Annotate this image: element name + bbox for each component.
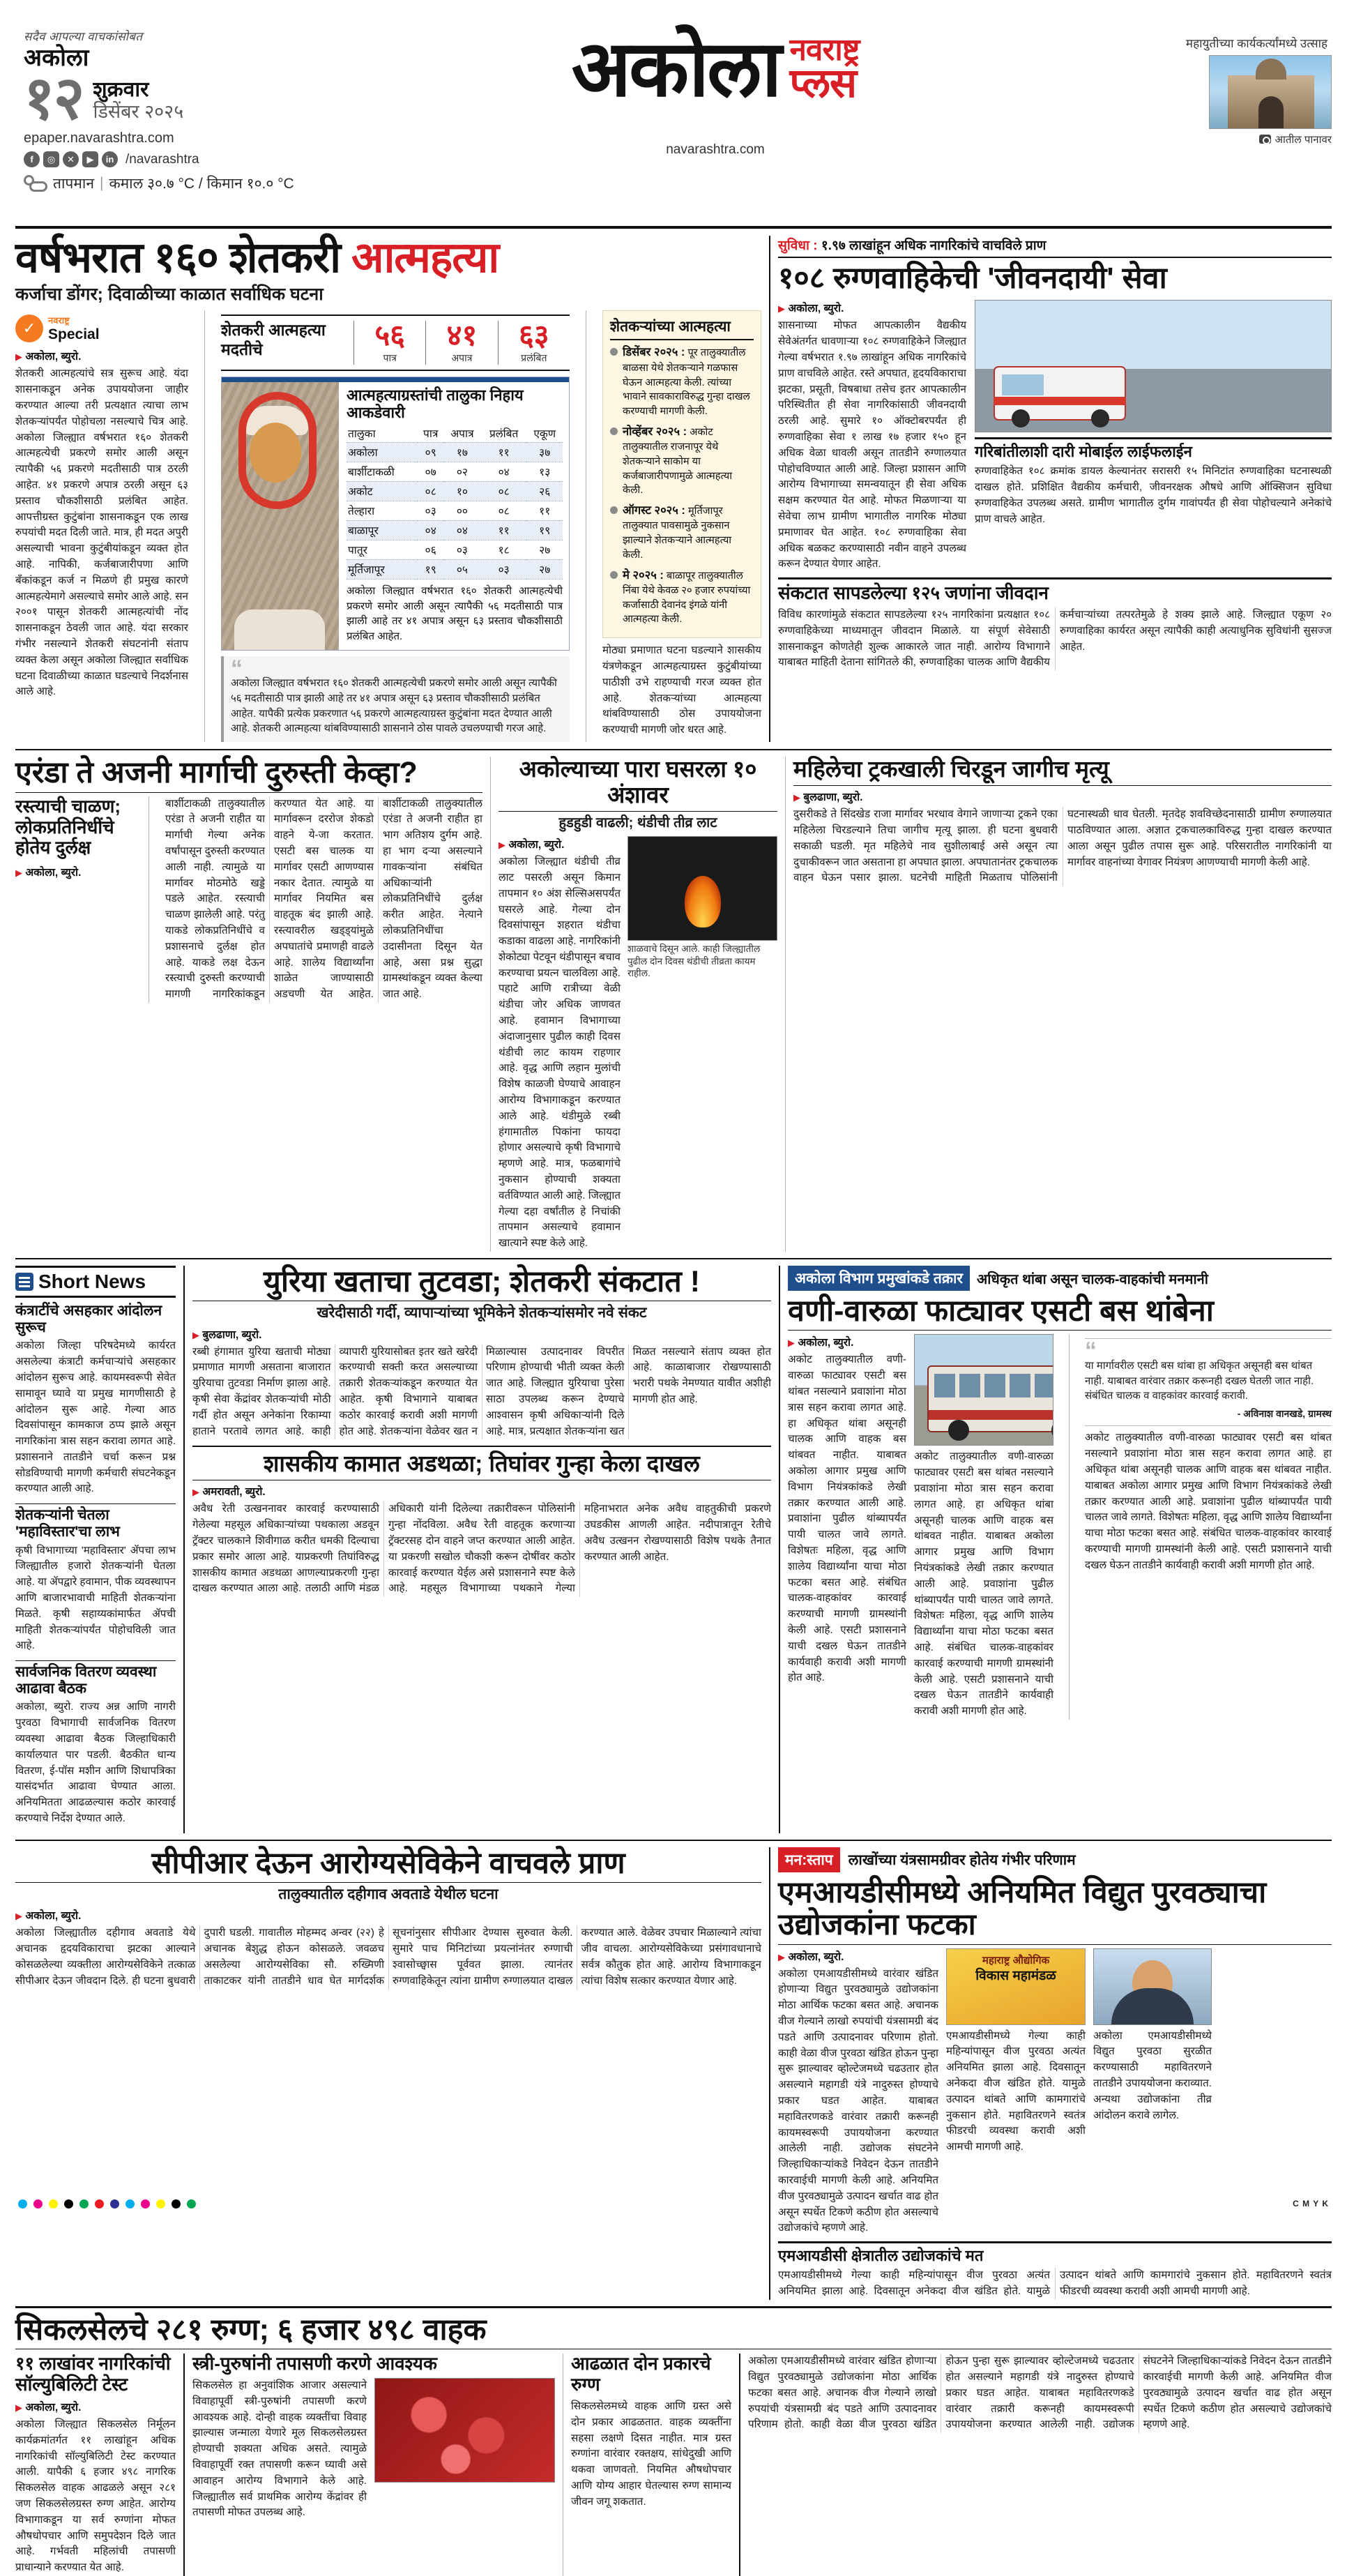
- short-news-text: अकोला जिल्हा परिषदेमध्ये कार्यरत असलेल्या कंत्राटी कर्मचाऱ्यांचे असहकार आंदोलन सुरूच आहे. कायमस्वरूपी सेवेत सामावून घ्यावे या प्रमुख मागणीसाठी हे आंदोलन सुरू आहे. गेल्या आठ दिवसांपासून कामकाज ठप्प झाले असून नागरिकांना त्रास सहन करावा लागत आहे. प्रशासनाने तातडीने चर्चा करून प्रश्न सोडविण्याची मागणी कर्मचारी संघटनेकडून करण्यात आली आहे.: [15, 1340, 176, 1495]
- vani-extra-text: अकोट तालुक्यातील वणी-वारुळा फाट्यावर एसटी बस थांबत नसल्याने प्रवाशांना मोठा त्रास सहन करावा लागत आहे. हा अधिकृत थांबा असूनही चालक आणि वाहक बस थांबवत नाहीत. याबाबत अकोला आगार प्रमुख आणि विभाग नियंत्रकांकडे लेखी तक्रार करण्यात आली आहे. प्रवाशांना पुढील थांब्यापर्यंत पायी चालत जावे लागते. विशेषतः महिला, वृद्ध आणि शालेय विद्यार्थ्यांना याचा मोठा फटका बसत आहे. संबंधित चालक-वाहकांवर कारवाई करण्याची मागणी ग्रामस्थांनी केली आहे. एसटी प्रशासनाने याची दखल घेऊन तातडीने कार्यवाही करावी अशी मागणी होत आहे.: [1085, 1432, 1332, 1571]
- short-news-head: शेतकऱ्यांनी चेतला 'महाविस्तार'चा लाभ: [15, 1507, 120, 1540]
- col-patra: पात्र: [418, 424, 443, 443]
- ambulance-byline: ▶ अकोला, ब्युरो.: [778, 303, 844, 315]
- timeline-item: [610, 344, 754, 418]
- masthead: [15, 13, 1332, 222]
- shaskiya-byline: ▶ अमरावती, ब्युरो.: [192, 1486, 266, 1499]
- cpr-body: अकोला जिल्ह्यातील दहीगाव अवताडे येथे अचानक हृदयविकाराचा झटका आल्याने कोसळलेल्या व्यक्तीला आरोग्यसेविकेने तत्काळ सीपीआर देऊन जीवदान दिले. ही घटना बुधवारी दुपारी घडली. गावातील मोहम्मद अन्वर (२२) हे अचानक बेशुद्ध होऊन कोसळले. जवळच असलेल्या आरोग्यसेविका सौ. रुख्मिणी ताकाटकर यांनी तातडीने धाव घेत मार्गदर्शक सूचनांनुसार सीपीआर देण्यास सुरुवात केली. सुमारे पाच मिनिटांच्या प्रयत्नांनंतर रुग्णाची श्वासोच्छ्वास पूर्ववत झाला. त्यानंतर रुग्णवाहिकेतून त्यांना ग्रामीण रुग्णालयात दाखल करण्यात आले. वेळेवर उपचार मिळाल्याने त्यांचा जीव वाचला. आरोग्यसेविकेच्या प्रसंगावधानाचे सर्वत्र कौतुक होत आहे. आरोग्य विभागाकडून त्यांचा विशेष सत्कार करण्यात येणार आहे.: [15, 1927, 761, 1987]
- timeline-month: मे २०२५ :: [623, 568, 664, 582]
- logo-main-text: अकोला: [571, 25, 780, 112]
- sickle-right: [571, 2354, 731, 2576]
- timeline-panel: [602, 310, 761, 638]
- col-taluka: तालुका: [347, 424, 418, 443]
- table-row: अकोट ०८ १० ०८ २६: [347, 481, 563, 501]
- masthead-month-year: डिसेंबर २०२५: [93, 100, 184, 122]
- stat-value: ६३: [518, 319, 549, 352]
- paara-caption: शाळवाचे दिसून आले. काही जिल्ह्यातील पुढील दोन दिवस थंडीची तीव्रता कायम राहील.: [627, 944, 761, 979]
- ambulance-kicker: [778, 236, 1332, 258]
- ambulance-photo: [975, 300, 1332, 432]
- sickle-right-head: आढळात दोन प्रकारचे रुग्ण: [571, 2353, 711, 2395]
- ambulance-sub-text: रुग्णवाहिकेत १०८ क्रमांक डायल केल्यानंतर सरासरी १५ मिनिटांत रुग्णवाहिका घटनास्थळी दाखल होते. प्रशिक्षित वैद्यकीय कर्मचारी, जीवनरक्षक औषधे आणि ऑक्सिजन सुविधा रुग्णवाहिकेत उपलब्ध असते. ग्रामीण भागातील दुर्गम गावांपर्यंत ही सेवा पोहोचल्याने अनेकांचे प्राण वाचले आहेत.: [975, 465, 1332, 525]
- short-news-text: कृषी विभागाच्या 'महाविस्तार' ॲपचा लाभ जिल्ह्यातील हजारो शेतकऱ्यांनी घेतला आहे. या ॲपद्वारे हवामान, पीक व्यवस्थापन आणि बाजारभावाची माहिती शेतकऱ्यांना मिळते. कृषी सहाय्यकांमार्फत ॲपची माहिती शेतकऱ्यांपर्यंत पोहोचविली जात आहे.: [15, 1544, 176, 1652]
- midc-body-cont: एमआयडीसीमध्ये गेल्या काही महिन्यांपासून वीज पुरवठा अत्यंत अनियमित झाला आहे. दिवसातून अनेकदा वीज खंडित होते. यामुळे उत्पादन थांबते आणि कामगारांचे नुकसान होते. महावितरणने स्वतंत्र फीडरची व्यवस्था करावी अशी आमची मागणी आहे.: [946, 2029, 1086, 2153]
- vani-byline: ▶ अकोला, ब्युरो.: [788, 1337, 854, 1349]
- lead-story: [15, 236, 761, 742]
- reg-dot: [187, 2199, 196, 2208]
- stat-caption: पात्र: [383, 352, 397, 364]
- logo-sub-line1: नवराष्ट्र: [789, 33, 860, 68]
- social-handle: /navarashtra: [125, 151, 199, 167]
- weather-strip: तापमान | कमाल ३०.७ °C / किमान १०.० °C: [24, 174, 308, 193]
- midc-badge: मन:स्ताप: [778, 1847, 840, 1872]
- special-badge: [15, 315, 188, 342]
- masthead-right-caption: महायुतीच्या कार्यकर्त्यांमध्ये उत्साह: [1185, 37, 1327, 50]
- urea-body: रब्बी हंगामात युरिया खताची मोठ्या प्रमाणात मागणी असताना बाजारात युरियाचा तुटवडा निर्माण झाला आहे. कृषी सेवा केंद्रांवर शेतकऱ्यांची मोठी गर्दी होत असून अनेकांना रिकाम्या हाताने परतावे लागत आहे. काही व्यापारी युरियासोबत इतर खते खरेदी करण्याची सक्ती करत असल्याच्या तक्रारी शेतकऱ्यांकडून करण्यात येत आहेत. कृषी विभागाने याबाबत कठोर कारवाई करावी अशी मागणी होत आहे. शेतकऱ्यांना वेळेवर खत न मिळाल्यास उत्पादनावर विपरीत परिणाम होण्याची भीती व्यक्त केली जात आहे. जिल्ह्यात युरियाचा पुरेसा साठा उपलब्ध करून देण्याचे आश्वासन कृषी अधिकाऱ्यांनी दिले आहे. मात्र, प्रत्यक्षात शेतकऱ्यांना खत मिळत नसल्याने संताप व्यक्त होत आहे. काळाबाजार रोखण्यासाठी भरारी पथके नेमण्यात यावीत अशीही मागणी होत आहे.: [192, 1345, 771, 1437]
- list-item[interactable]: [15, 1664, 176, 1827]
- sun-cloud-icon: [24, 174, 47, 192]
- midc-kicker: लाखोंच्या यंत्रसामग्रीवर होतेय गंभीर परिणाम: [848, 1851, 1076, 1868]
- cpr-byline: ▶ अकोला, ब्युरो.: [15, 1910, 82, 1923]
- vani-kicker-right: अधिकृत थांबा असून चालक-वाहकांची मनमानी: [977, 1271, 1208, 1287]
- masthead-date-row: [24, 64, 308, 132]
- masthead-date-number: १२: [24, 64, 84, 132]
- ambulance-kicker-text: १.९७ लाखांहून अधिक नागरिकांचे वाचविले प्राण: [821, 238, 1047, 253]
- truck-body: दुसरीकडे ते सिंदखेड राजा मार्गावर भरधाव वेगाने जाणाऱ्या ट्रकने एका महिलेला चिरडल्याने तिचा जागीच मृत्यू झाला. ही घटना बुधवारी सकाळी घडली. मृत महिलेचे नाव सुशीलाबाई असे असून त्या दुचाकीवरून जात असताना हा अपघात झाला. अपघातानंतर ट्रकचालक वाहन घेऊन पसार झाला. घटनेची माहिती मिळताच पोलिसांनी घटनास्थळी धाव घेतली. मृतदेह शवविच्छेदनासाठी ग्रामीण रुग्णालयात पाठविण्यात आला. अज्ञात ट्रकचालकाविरुद्ध गुन्हा दाखल करण्यात आला असून पुढील तपास सुरू आहे. परिसरातील नागरिकांनी या मार्गावर वाहनांच्या वेगावर नियंत्रण आणण्याची मागणी केली आहे.: [793, 808, 1332, 884]
- lead-body: शेतकरी आत्महत्यांचे सत्र सुरूच आहे. यंदा शासनाकडून अनेक उपाययोजना जाहीर करण्यात आल्या तरी प्रत्यक्षात त्याचा लाभ शेतकऱ्यांपर्यंत पोहोचला नसल्याचे चित्र आहे. अकोला जिल्ह्यात वर्षभरात १६० शेतकरी आत्महत्येची प्रकरणे समोर आली असून त्यापैकी ५६ प्रकरणे मदतीसाठी पात्र ठरली आहेत. ४१ प्रकरणे अपात्र ठरली असून ६३ प्रस्ताव चौकशीसाठी प्रलंबित आहेत. आपत्तीग्रस्त कुटुंबांना शासनाकडून एक लाख रुपयांची मदत दिली जाते. मात्र, ही मदत अपुरी असल्याची भावना कुटुंबीयांकडून व्यक्त होत आहे. नापिकी, कर्जबाजारीपणा आणि बँकांकडून कर्ज न मिळणे ही प्रमुख कारणे आत्महत्येमागे असल्याचे समोर आले आहे. सन २००१ पासून शेतकरी आत्महत्यांची नोंद शासनाकडून ठेवली जात आहे. यंदा सरकार गंभीर नसल्याने शेतकरी संघटनांनी संताप व्यक्त केला असून अकोला जिल्ह्यात सर्वाधिक घटना दिवाळीच्या काळात घडल्याचे निदर्शनास आले आहे.: [15, 368, 188, 698]
- short-news-column: [15, 1266, 176, 1833]
- eranda-byline: ▶ अकोला, ब्युरो.: [15, 867, 82, 879]
- masthead-right: [1122, 28, 1332, 146]
- timeline-month: नोव्हेंबर २०२५ :: [623, 425, 687, 438]
- x-twitter-icon[interactable]: ✕: [63, 151, 79, 167]
- stat-item: [353, 321, 425, 365]
- linkedin-icon[interactable]: in: [102, 151, 118, 167]
- timeline-title: शेतकऱ्यांच्या आत्महत्या: [610, 317, 754, 340]
- stat-item: [498, 321, 570, 365]
- table-row: अकोला ०९ १७ ११ ३७: [347, 442, 563, 462]
- check-icon: ✓: [15, 315, 43, 342]
- col-pralambit: प्रलंबित: [481, 424, 527, 443]
- urea-subhead: खरेदीसाठी गर्दी, व्यापाऱ्यांच्या भूमिकेने शेतकऱ्यांसमोर नवे संकट: [317, 1305, 647, 1321]
- social-links: [24, 151, 308, 167]
- masthead-city: अकोला: [24, 45, 89, 71]
- short-news-head: कंत्राटींचे असहकार आंदोलन सुरूच: [15, 1303, 162, 1336]
- list-item[interactable]: [15, 1507, 176, 1654]
- cpr-story: [15, 1847, 761, 2300]
- stat-caption: प्रलंबित: [521, 352, 547, 364]
- sickle-left: [15, 2354, 176, 2576]
- bullet-dot-icon: [610, 571, 618, 579]
- photo-credit-text: आतील पानावर: [1274, 133, 1332, 146]
- vani-pullquote: [1085, 1338, 1332, 1426]
- lead-headline: वर्षभरात १६० शेतकरी आत्महत्या: [15, 234, 499, 281]
- timeline-text: बाळापूर तालुक्यातील निंबा येथे केवळ २० हजार रुपयांच्या कर्जासाठी देवानंद इंगळे यांनी आत्महत्या केली.: [623, 570, 751, 626]
- stat-value: ४१: [446, 319, 478, 352]
- table-row: बाळापूर ०४ ०४ ११ १९: [347, 520, 563, 540]
- badge-big-label: Special: [48, 326, 100, 342]
- sickle-extra-text: अकोला एमआयडीसीमध्ये वारंवार खंडित होणाऱ्या विद्युत पुरवठ्यामुळे उद्योजकांना मोठा आर्थिक फटका बसत आहे. अचानक वीज गेल्याने लाखो रुपयांची यंत्रसामग्री बंद पडते आणि उत्पादनावर परिणाम होतो. काही वेळा वीज पुरवठा खंडित होऊन पुन्हा सुरू झाल्यावर व्होल्टेजमध्ये चढउतार होत असल्याने महागडी यंत्रे नादुरुस्त होण्याचे प्रकार घडत आहेत. याबाबत महावितरणकडे वारंवार तक्रारी करूनही कायमस्वरूपी उपाययोजना करण्यात आलेली नाही. उद्योजक संघटनेने जिल्हाधिकाऱ्यांकडे निवेदन देऊन तातडीने कारवाईची मागणी केली आहे. अनियमित वीज पुरवठ्यामुळे उत्पादन खर्चात वाढ होत असून स्पर्धेत टिकणे कठीण होत असल्याचे उद्योजकांचे म्हणणे आहे.: [748, 2355, 1332, 2431]
- paara-story: [499, 757, 777, 1252]
- lead-byline: ▶ अकोला, ब्युरो.: [15, 351, 82, 363]
- tehsil-table-body: [347, 442, 563, 579]
- eranda-headline: एरंडा ते अजनी मार्गाची दुरुस्ती केव्हा?: [15, 756, 418, 790]
- table-row: पातूर ०६ ०३ १८ २७: [347, 540, 563, 559]
- table-header-row: [347, 424, 563, 443]
- reg-dot: [18, 2199, 27, 2208]
- timeline-text: पूर तालुक्यातील बाळसा येथे शेतकऱ्याने गळफास घेऊन आत्महत्या केली. त्यांच्या भावाने सावकाराविरुद्ध गुन्हा दाखल करण्याची मागणी केली.: [623, 347, 750, 418]
- masthead-weekday: शुक्रवार: [93, 77, 149, 101]
- color-registration-bar: [0, 2195, 1347, 2213]
- instagram-icon[interactable]: ◎: [43, 151, 59, 167]
- cpr-subhead: तालुक्यातील दहीगाव अवताडे येथील घटना: [278, 1886, 499, 1903]
- bullet-dot-icon: [610, 427, 618, 435]
- reg-dot: [110, 2199, 119, 2208]
- paara-byline: ▶ अकोला, ब्युरो.: [499, 839, 565, 851]
- shaskiya-headline: शासकीय कामात अडथळा; तिघांवर गुन्हा केला दाखल: [264, 1450, 700, 1477]
- sickle-right-text: सिकलसेलमध्ये वाहक आणि ग्रस्त असे दोन प्रकार आढळतात. वाहक व्यक्तींना सहसा लक्षणे दिसत नाहीत. मात्र ग्रस्त रुग्णांना वारंवार रक्तक्षय, सांधेदुखी आणि थकवा जाणवतो. नियमित औषधोपचार आणि योग्य आहार घेतल्यास रुग्ण सामान्य जीवन जगू शकतात.: [571, 2400, 731, 2508]
- badge-small-label: नवराष्ट्र: [48, 315, 70, 326]
- ambulance-kicker-label: सुविधा :: [778, 238, 818, 253]
- ambulance-sub-head2: संकटात सापडलेल्या १२५ जणांना जीवदान: [778, 582, 1049, 604]
- reg-dot: [95, 2199, 104, 2208]
- sickle-left-byline: ▶ अकोला, ब्युरो.: [15, 2401, 82, 2414]
- weather-label: तापमान: [53, 176, 94, 192]
- timeline-month: ऑगस्ट २०२५ :: [623, 504, 685, 517]
- midc-ad-box[interactable]: [946, 1948, 1086, 2025]
- sickle-left-head: ११ लाखांवर नागरिकांची सॉल्युबिलिटी टेस्ट: [15, 2353, 171, 2395]
- camera-icon: [1259, 135, 1271, 144]
- logo-sub-line2: प्लस: [789, 60, 857, 106]
- farmer-noose-photo: [222, 382, 339, 649]
- top-section: [15, 236, 1332, 742]
- col-apatra: अपात्र: [443, 424, 481, 443]
- paara-body: अकोला जिल्ह्यात थंडीची तीव्र लाट पसरली असून किमान तापमान १० अंश सेल्सिअसपर्यंत घसरले आहे. गेल्या दोन दिवसांपासून शहरात थंडीचा कडाका वाढला आहे. नागरिकांनी शेकोट्या पेटवून थंडीपासून बचाव करण्याचा प्रयत्न चालविला आहे. पहाटे आणि रात्रीच्या वेळी थंडीचा जोर अधिक जाणवत आहे. हवामान विभागाच्या अंदाजानुसार पुढील काही दिवस थंडीची लाट कायम राहणार आहे. वृद्ध आणि लहान मुलांची विशेष काळजी घेण्याचे आवाहन आरोग्य विभागाकडून करण्यात आले आहे. थंडीमुळे रब्बी हंगामातील पिकांना फायदा होणार असल्याचे कृषी विभागाचे म्हणणे आहे. मात्र, फळबागांचे नुकसान होण्याची शक्यता वर्तविण्यात आली आहे. जिल्ह्यात गेल्या दहा वर्षांतील हे निचांकी तापमान असल्याचे हवामान खात्याने स्पष्ट केले आहे.: [499, 856, 621, 1250]
- ambulance-body: शासनाच्या मोफत आपत्कालीन वैद्यकीय सेवेअंतर्गत धावणाऱ्या १०८ रुग्णवाहिकेने जिल्ह्यात गेल्या वर्षभरात १.९७ लाखांहून अधिक नागरिकांचे प्राण वाचविले आहेत. रस्ते अपघात, हृदयविकाराचा झटका, प्रसूती, विषबाधा तसेच इतर आपत्कालीन परिस्थितीत ही सेवा नागरिकांसाठी जीवनदायी ठरली आहे. सुमारे १० ऑक्टोबरपर्यंत ही रुग्णवाहिका सेवा १ लाख १७ हजार १५० हून अधिक वेळा धावली असून तातडीने रुग्णालयात पोहोचविण्यात आली आहे. जिल्हा प्रशासन आणि आरोग्य विभागाच्या समन्वयातून ही सेवा अधिक सक्षम करण्यात येत आहे. मोफत मिळणाऱ्या या सेवेचा लाभ ग्रामीण भागातील नागरिक मोठ्या प्रमाणावर घेत आहेत. १०८ रुग्णवाहिका सेवा अधिक बळकट करण्यासाठी नवीन वाहने उपलब्ध करून देण्यात येणार आहेत.: [778, 319, 966, 570]
- stat-caption: अपात्र: [451, 352, 473, 364]
- st-bus-photo: [914, 1334, 1053, 1446]
- tehsil-table-note: अकोला जिल्ह्यात वर्षभरात १६० शेतकरी आत्महत्येची प्रकरणे समोर आली असून त्यापैकी ५६ मदतीसाठी पात्र झाली आहे तर ४१ अपात्र असून ६३ प्रस्ताव चौकशीसाठी प्रलंबित आहेत.: [347, 584, 563, 643]
- tehsil-table: [347, 424, 563, 579]
- urea-headline: युरिया खताचा तुटवडा; शेतकरी संकटात !: [263, 1265, 701, 1299]
- fort-photo: [1209, 55, 1332, 129]
- paara-headline: अकोल्याच्या पारा घसरला १० अंशावर: [519, 756, 757, 808]
- reg-dot: [49, 2199, 58, 2208]
- table-row: बार्शीटाकळी ०७ ०२ ०४ १३: [347, 462, 563, 481]
- third-section: [15, 1266, 1332, 1833]
- sickle-left-text: अकोला जिल्ह्यात सिकलसेल निर्मूलन कार्यक्रमांतर्गत ११ लाखांहून अधिक नागरिकांची सॉल्युबिलिटी टेस्ट करण्यात आली. यापैकी ६ हजार ४९८ नागरिक सिकलसेल वाहक आढळले असून २८१ जण सिकलसेलग्रस्त रुग्ण आहेत. आरोग्य विभागाकडून या सर्व रुग्णांना मोफत औषधोपचार आणि समुपदेशन दिले जात आहे. गर्भवती महिलांची तपासणी प्राधान्याने करण्यात येत आहे.: [15, 2418, 176, 2574]
- lead-subhead: कर्जाचा डोंगर; दिवाळीच्या काळात सर्वाधिक घटना: [15, 285, 324, 305]
- masthead-tagline: सदैव आपल्या वाचकांसोबत: [24, 30, 143, 43]
- masthead-divider: [15, 226, 1332, 229]
- paara-subhead: हुडहुडी वाढली; थंडीची तीव्र लाट: [558, 815, 717, 831]
- quote-mark-icon: “: [1085, 1338, 1097, 1365]
- timeline-footer: मोठ्या प्रमाणात घटना घडल्याने शासकीय यंत्रणेकडून आत्महत्याग्रस्त कुटुंबीयांच्या पाठीशी उभे राहण्याची गरज व्यक्त होत आहे. शेतकऱ्यांच्या आत्महत्या थांबविण्यासाठी ठोस उपाययोजना करण्याची मागणी जोर धरत आहे.: [602, 644, 761, 736]
- vani-headline: वणी-वारुळा फाट्यावर एसटी बस थांबेना: [788, 1294, 1214, 1328]
- tehsil-table-title: आत्महत्याग्रस्तांची तालुका निहाय आकडेवारी: [347, 386, 524, 421]
- industrialist-photo: [1093, 1948, 1212, 2025]
- timeline-item: [610, 424, 754, 498]
- truck-story: [793, 757, 1332, 1252]
- vani-story: [788, 1266, 1332, 1833]
- ad-line1: महाराष्ट्र औद्योगिक: [982, 1954, 1050, 1967]
- short-news-head: सार्वजनिक वितरण व्यवस्था आढावा बैठक: [15, 1664, 157, 1697]
- urea-shaskiya-column: [192, 1266, 771, 1833]
- vani-quote-source: - अविनाश वानखडे, ग्रामस्थ: [1237, 1408, 1332, 1420]
- cpr-headline: सीपीआर देऊन आरोग्यसेविकेने वाचवले प्राण: [151, 1846, 625, 1880]
- list-item[interactable]: [15, 1303, 176, 1497]
- ambulance-sub-head: गरिबांतीलाशी दारी मोबाईल लाईफलाईन: [975, 443, 1192, 461]
- timeline-item: [610, 503, 754, 563]
- midc-body: अकोला एमआयडीसीमध्ये वारंवार खंडित होणाऱ्या विद्युत पुरवठ्यामुळे उद्योजकांना मोठा आर्थिक फटका बसत आहे. अचानक वीज गेल्याने लाखो रुपयांची यंत्रसामग्री बंद पडते आणि उत्पादनावर परिणाम होतो. काही वेळा वीज पुरवठा खंडित होऊन पुन्हा सुरू झाल्यावर व्होल्टेजमध्ये चढउतार होत असल्याने महागडी यंत्रे नादुरुस्त होण्याचे प्रकार घडत आहेत. याबाबत महावितरणकडे वारंवार तक्रारी करूनही कायमस्वरूपी उपाययोजना करण्यात आलेली नाही. उद्योजक संघटनेने जिल्हाधिकाऱ्यांकडे निवेदन देऊन तातडीने कारवाईची मागणी केली आहे. अनियमित वीज पुरवठ्यामुळे उत्पादन खर्चात वाढ होत असून स्पर्धेत टिकणे कठीण होत असल्याचे उद्योजकांचे म्हणणे आहे.: [778, 1967, 938, 2234]
- masthead-logo: [308, 25, 1122, 158]
- website-url[interactable]: navarashtra.com: [666, 142, 765, 158]
- reg-dot: [156, 2199, 165, 2208]
- midc-quote-text: अकोला एमआयडीसीमध्ये विद्युत पुरवठा सुरळीत करण्यासाठी महावितरणने तातडीने उपाययोजना कराव्यात. अन्यथा उद्योजकांना तीव्र आंदोलन करावे लागेल.: [1093, 2029, 1212, 2121]
- blood-cells-photo: [374, 2378, 555, 2483]
- fourth-section: [15, 1847, 1332, 2300]
- midc-byline: ▶ अकोला, ब्युरो.: [778, 1950, 844, 1963]
- col-ekun: एकूण: [526, 424, 563, 443]
- reg-dot: [125, 2199, 135, 2208]
- ambulance-story: [778, 236, 1332, 742]
- table-row: तेल्हारा ०३ ०० ०८ ११: [347, 501, 563, 520]
- timeline-month: डिसेंबर २०२५ :: [623, 346, 685, 359]
- reg-dot: [141, 2199, 150, 2208]
- sickle-section: [15, 2314, 1332, 2576]
- sickle-headline: सिकलसेलचे २८१ रुग्ण; ६ हजार ४९८ वाहक: [15, 2312, 487, 2347]
- bullet-dot-icon: [610, 348, 618, 356]
- youtube-icon[interactable]: ▶: [82, 151, 98, 167]
- eranda-body: बार्शीटाकळी तालुक्यातील एरंडा ते अजनी राहीत या मार्गाची गेल्या अनेक वर्षांपासून दुरुस्ती करण्यात आली नाही. त्यामुळे या मार्गावर मोठमोठे खड्डे पडले आहेत. रस्त्याची चाळण झालेली आहे. परंतु याकडे लोकप्रतिनिधींचे व प्रशासनाचे दुर्लक्ष होत आहे. याकडे लक्ष देऊन रस्त्याची दुरुस्ती करण्याची मागणी नागरिकांकडून करण्यात येत आहे. या मार्गावरून दररोज शेकडो वाहने ये-जा करतात. एसटी बस चालक या मार्गावर एसटी आणण्यास नकार देतात. त्यामुळे या मार्गावर नियमित बस वाहतूक बंद झाली आहे. रस्त्यावरील खड्ड्यांमुळे अपघातांचे प्रमाणही वाढले आहे. शालेय विद्यार्थ्यांना शाळेत जाण्यासाठी अडचणी येत आहेत. बार्शीटाकळी तालुक्यातील एरंडा ते अजनी राहीत हा भाग अतिशय दुर्गम आहे. हा भाग दऱ्या असल्याने गावकऱ्यांना संबंधित अधिकाऱ्यांनी लोकप्रतिनिधींचे दुर्लक्ष करीत आहेत. नेत्याने लोकप्रतिनिधींचा उदासीनता दिसून येत आहे, असा प्रश्न सुद्धा ग्रामस्थांकडून व्यक्त केल्या जात आहे.: [165, 797, 482, 1001]
- vani-body: अकोट तालुक्यातील वणी-वारुळा फाट्यावर एसटी बस थांबत नसल्याने प्रवाशांना मोठा त्रास सहन करावा लागत आहे. हा अधिकृत थांबा असूनही चालक आणि वाहक बस थांबवत नाहीत. याबाबत अकोला आगार प्रमुख आणि विभाग नियंत्रकांकडे लेखी तक्रार करण्यात आली आहे. प्रवाशांना पुढील थांब्यापर्यंत पायी चालत जावे लागते. विशेषतः महिला, वृद्ध आणि शालेय विद्यार्थ्यांना याचा मोठा फटका बसत आहे. संबंधित चालक-वाहकांवर कारवाई करण्याची मागणी ग्रामस्थांनी केली आहे. एसटी प्रशासनाने याची दखल घेऊन तातडीने कार्यवाही करावी अशी मागणी होत आहे.: [788, 1354, 906, 1684]
- midc-headline: एमआयडीसीमध्ये अनियमित विद्युत पुरवठ्याचा उद्योजकांना फटका: [778, 1875, 1267, 1942]
- ambulance-headline: १०८ रुग्णवाहिकेची 'जीवनदायी' सेवा: [778, 262, 1167, 295]
- epaper-url[interactable]: epaper.navarashtra.com: [24, 130, 174, 146]
- reg-dot: [33, 2199, 43, 2208]
- stats-label: शेतकरी आत्महत्या मदतीचे: [221, 321, 326, 359]
- short-news-header: [15, 1266, 176, 1298]
- midc-story: [778, 1847, 1332, 2300]
- eranda-story: [15, 757, 482, 1252]
- vani-quote-text: या मार्गावरील एसटी बस थांबा हा अधिकृत असूनही बस थांबत नाही. याबाबत वारंवार तक्रार करूनही दखल घेतली जात नाही. संबंधित चालक व वाहकांवर कारवाई करावी.: [1085, 1359, 1314, 1402]
- timeline-text: मूर्तिजापूर तालुक्यात पावसामुळे नुकसान झाल्याने शेतकऱ्याने आत्महत्या केली.: [623, 506, 732, 561]
- weather-value: कमाल ३०.७ °C / किमान १०.० °C: [109, 176, 294, 192]
- sickle-mid: [192, 2354, 555, 2576]
- second-section: [15, 757, 1332, 1252]
- tehsil-table-panel: [221, 377, 570, 650]
- stat-value: ५६: [374, 319, 405, 352]
- shaskiya-body: अवैध रेती उत्खननावर कारवाई करण्यासाठी गेलेल्या महसूल अधिकाऱ्यांच्या पथकाला अडवून ट्रॅक्टर चालकाने शिवीगाळ करीत धमकी दिल्याचा प्रकार समोर आला आहे. याप्रकरणी तिघांविरुद्ध शासकीय कामात अडथळा आणल्याप्रकरणी गुन्हा दाखल करण्यात आला आहे. तलाठी आणि मंडळ अधिकारी यांनी दिलेल्या तक्रारीवरून पोलिसांनी गुन्हा नोंदविला. अवैध रेती वाहतूक करणाऱ्या ट्रॅक्टरसह दोन वाहने जप्त करण्यात आली आहेत. या प्रकरणी सखोल चौकशी करून दोषींवर कठोर कारवाई करण्यात येईल असे प्रशासनाने स्पष्ट केले आहे. महसूल विभागाच्या पथकाने गेल्या महिनाभरात अनेक अवैध वाहतुकीची प्रकरणे उघडकीस आणली आहेत. नदीपात्रातून रेतीचे अवैध उत्खनन रोखण्यासाठी विशेष पथके तैनात करण्यात आली आहेत.: [192, 1503, 771, 1595]
- facebook-icon[interactable]: f: [24, 151, 40, 167]
- lead-quote: [221, 656, 570, 742]
- stats-strip: [221, 315, 570, 371]
- cmyk-label: C M Y K: [1293, 2199, 1329, 2208]
- truck-byline: ▶ बुलढाणा, ब्युरो.: [793, 791, 863, 804]
- stat-item: [425, 321, 497, 365]
- lead-quote-text: अकोला जिल्ह्यात वर्षभरात १६० शेतकरी आत्महत्येची प्रकरणे समोर आली असून त्यापैकी ५६ मदतीसाठी पात्र झाली आहे तर ४१ अपात्र असून ६३ प्रस्ताव चौकशीसाठी प्रलंबित आहेत. यापैकी प्रत्येक प्रकरणात ५६ प्रकरणे आत्महत्याग्रस्त कुटुंबांना मदत देण्यात आली आहे. शेतकरी आत्महत्या थांबविण्यासाठी शासनाने ठोस पावले उचलण्याची गरज आहे.: [231, 677, 557, 735]
- list-icon: [15, 1273, 33, 1291]
- ad-line2: विकास महामंडळ: [975, 1968, 1056, 1983]
- reg-dot: [79, 2199, 89, 2208]
- vani-body-cont: अकोट तालुक्यातील वणी-वारुळा फाट्यावर एसटी बस थांबत नसल्याने प्रवाशांना मोठा त्रास सहन करावा लागत आहे. हा अधिकृत थांबा असूनही चालक आणि वाहक बस थांबवत नाहीत. याबाबत अकोला आगार प्रमुख आणि विभाग नियंत्रकांकडे लेखी तक्रार करण्यात आली आहे. प्रवाशांना पुढील थांब्यापर्यंत पायी चालत जावे लागते. विशेषतः महिला, वृद्ध आणि शालेय विद्यार्थ्यांना याचा मोठा फटका बसत आहे. संबंधित चालक-वाहकांवर कारवाई करण्याची मागणी ग्रामस्थांनी केली आहे. एसटी प्रशासनाने याची दखल घेऊन तातडीने कार्यवाही करावी अशी मागणी होत आहे.: [914, 1450, 1053, 1718]
- midc-opinion-text: एमआयडीसीमध्ये गेल्या काही महिन्यांपासून वीज पुरवठा अत्यंत अनियमित झाला आहे. दिवसातून अनेकदा वीज खंडित होते. यामुळे उत्पादन थांबते आणि कामगारांचे नुकसान होते. महावितरणने स्वतंत्र फीडरची व्यवस्था करावी अशी आमची मागणी आहे.: [778, 2269, 1332, 2297]
- short-news-text: अकोला, ब्युरो. राज्य अन्न आणि नागरी पुरवठा विभागाची सार्वजनिक वितरण व्यवस्था आढावा बैठक जिल्हाधिकारी कार्यालयात पार पडली. बैठकीत धान्य वितरण, ई-पॉस मशीन आणि शिधापत्रिका यासंदर्भात आढावा घेण्यात आला. अनियमितता आढळल्यास कठोर कारवाई करण्याचे निर्देश देण्यात आले.: [15, 1701, 176, 1824]
- reg-dot: [172, 2199, 181, 2208]
- sickle-mid-text: सिकलसेल हा अनुवांशिक आजार असल्याने विवाहापूर्वी स्त्री-पुरुषांनी तपासणी करणे आवश्यक आहे. दोन्ही वाहक व्यक्तींचा विवाह झाल्यास जन्माला येणारे मूल सिकलसेलग्रस्त होण्याची शक्यता अधिक असते. त्यामुळे विवाहापूर्वी रक्त तपासणी करून घ्यावी असे आवाहन आरोग्य विभागाने केले आहे. जिल्ह्यातील सर्व प्राथमिक आरोग्य केंद्रांवर ही तपासणी मोफत उपलब्ध आहे.: [192, 2379, 367, 2519]
- truck-headline: महिलेचा ट्रकखाली चिरडून जागीच मृत्यू: [793, 756, 1109, 782]
- bullet-dot-icon: [610, 506, 618, 514]
- quote-mark-icon: “: [231, 655, 243, 682]
- timeline-text: अकोट तालुक्यातील राजनापूर येथे शेतकऱ्याने साकोम या कर्जबाजारीपणामुळे आत्महत्या केली.: [623, 426, 732, 497]
- sickle-extra: [748, 2354, 1332, 2576]
- sickle-mid-head: स्त्री-पुरुषांनी तपासणी करणे आवश्यक: [192, 2353, 437, 2374]
- urea-byline: ▶ बुलढाणा, ब्युरो.: [192, 1328, 262, 1341]
- midc-opinion-head: एमआयडीसी क्षेत्रातील उद्योजकांचे मत: [778, 2247, 984, 2265]
- reg-dot: [64, 2199, 73, 2208]
- timeline-item: [610, 568, 754, 628]
- short-news-title: Short News: [38, 1271, 146, 1293]
- bonfire-photo: [627, 836, 777, 941]
- masthead-left: [15, 28, 308, 193]
- eranda-subhead: रस्त्याची चाळण; लोकप्रतिनिधींचे होतेय दुर्लक्ष: [15, 795, 121, 858]
- vani-kicker-badge: अकोला विभाग प्रमुखांकडे तक्रार: [788, 1266, 970, 1291]
- table-row: मूर्तिजापूर १९ ०५ ०३ २७: [347, 559, 563, 579]
- photo-credit: [1122, 132, 1332, 146]
- ambulance-sub-text2: विविध कारणांमुळे संकटात सापडलेल्या १२५ नागरिकांना प्रत्यक्षात १०८ रुग्णवाहिकेच्या माध्यमातून जीवदान मिळाले. या संपूर्ण सेवेसाठी शासनाकडून कोणतेही शुल्क आकारले जात नाही. आरोग्य विभागाने याबाबत माहिती देताना सांगितले की, रुग्णवाहिका चालक आणि वैद्यकीय कर्मचाऱ्यांच्या तत्परतेमुळे हे शक्य झाले आहे. जिल्ह्यात एकूण २० रुग्णवाहिका कार्यरत असून त्यापैकी काही अत्याधुनिक सुविधांनी सुसज्ज आहेत.: [778, 609, 1332, 669]
